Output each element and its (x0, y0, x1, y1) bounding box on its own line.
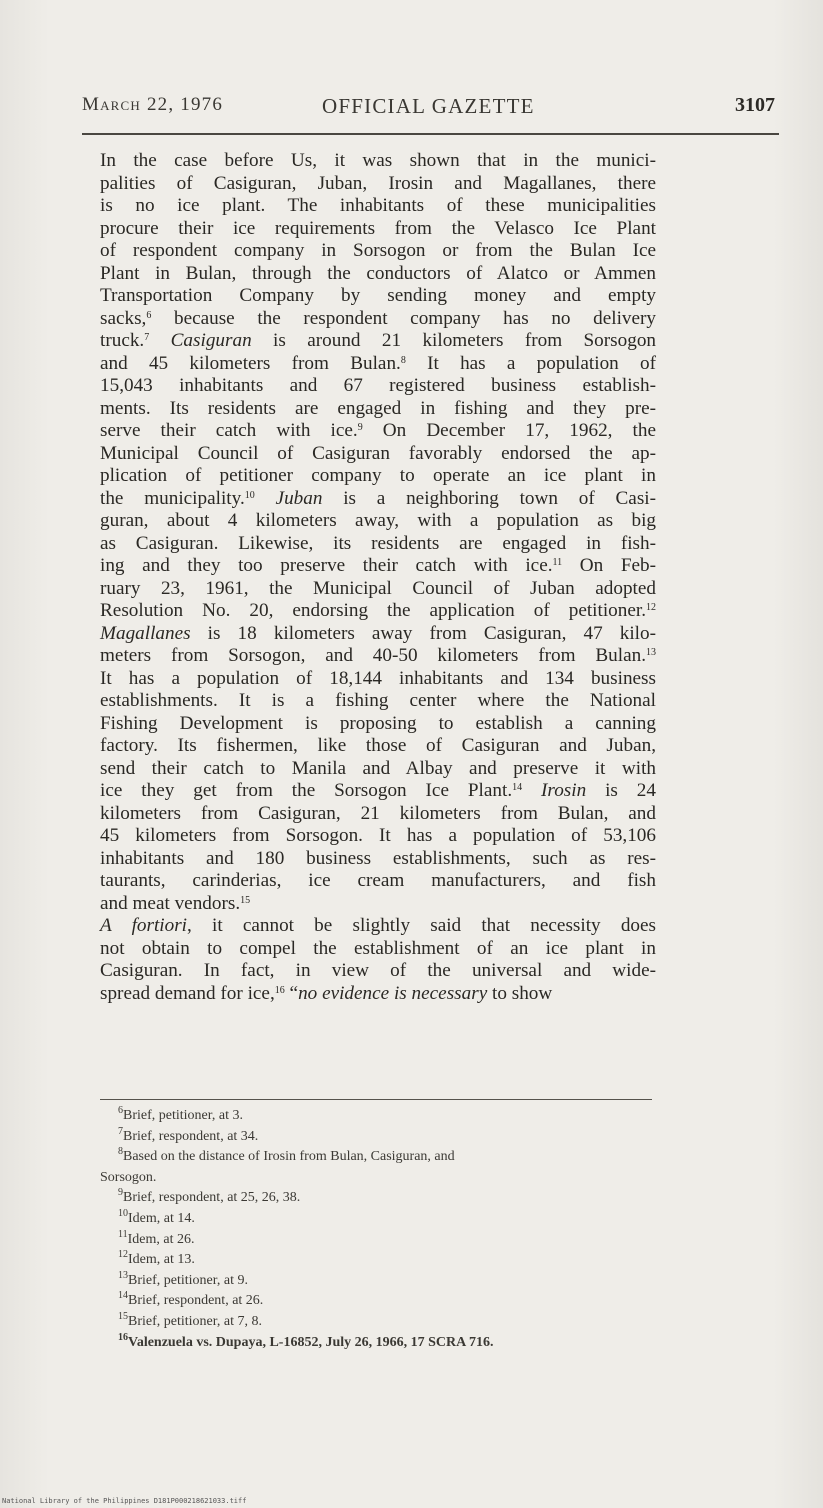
text-run: Fishing Development is proposing to establish a canning (100, 712, 656, 734)
footnote-ref: 13 (646, 647, 656, 658)
text-run: ments. Its residents are engaged in fishing and they pre- (100, 397, 656, 419)
footnote-number: 8 (118, 1146, 123, 1158)
footnote-item (100, 1168, 660, 1189)
text-line (100, 240, 656, 263)
footnote-item (100, 1188, 660, 1209)
text-line (100, 668, 656, 691)
footnote-item (100, 1250, 660, 1271)
footnote-ref: 7 (144, 332, 150, 343)
body-text (100, 150, 656, 1005)
text-run: “ (284, 982, 299, 1004)
text-run: truck. (100, 330, 145, 351)
text-run: kilometers from Casiguran, 21 kilometers from Bulan, and (100, 802, 656, 824)
text-line (100, 150, 656, 173)
footnote-ref: 8 (400, 354, 406, 366)
footnote-number: 10 (118, 1207, 128, 1219)
footnote-text: Idem, at 26. (127, 1231, 195, 1247)
text-line (100, 330, 656, 353)
footnote-number: 9 (118, 1187, 123, 1199)
footnote-text: Sorsogon. (100, 1169, 157, 1185)
text-line (100, 758, 656, 781)
italic-term: Casiguran (170, 330, 252, 351)
text-line (100, 353, 656, 376)
text-line (100, 983, 656, 1006)
text-line (100, 645, 656, 668)
text-run: Resolution No. 20, endorsing the application of petitioner. (100, 600, 646, 621)
text-line (100, 443, 656, 466)
text-line (100, 375, 656, 398)
text-run: is a neighboring town of Casi- (322, 487, 657, 509)
footnote-item (100, 1106, 660, 1127)
text-line (100, 893, 656, 916)
footnote-item (100, 1333, 660, 1354)
footnote-number: 11 (118, 1228, 128, 1240)
text-line (100, 780, 656, 803)
text-line (100, 510, 656, 533)
paragraph-1 (100, 150, 656, 915)
footnote-item (100, 1271, 660, 1292)
footnote-ref: 14 (512, 782, 523, 793)
text-line (100, 825, 656, 848)
text-line (100, 173, 656, 196)
text-line (100, 915, 656, 938)
text-line (100, 285, 656, 308)
footnote-rule (100, 1099, 652, 1100)
italic-term: Juban (275, 487, 323, 509)
text-run: , it cannot be slightly said that necessity does (187, 915, 656, 936)
text-run: It has a population of (405, 352, 656, 374)
text-run: On December 17, 1962, the (362, 420, 656, 441)
text-run: establishments. It is a fishing center where the National (100, 690, 656, 711)
text-run: Municipal Council of Casiguran favorably endorsed the ap- (100, 442, 656, 464)
footnote-number: 13 (118, 1269, 128, 1281)
text-run: 45 kilometers from Sorsogon. It has a population of 53,106 (100, 825, 656, 846)
footnote-number: 7 (118, 1125, 123, 1137)
text-run: not obtain to compel the establishment of an ice plant in (100, 937, 656, 959)
text-line (100, 195, 656, 218)
text-run: inhabitants and 180 business establishments, such as res- (100, 847, 656, 869)
footnote-item (100, 1147, 660, 1168)
text-line (100, 713, 656, 736)
text-run: is no ice plant. The inhabitants of these municipalities (100, 195, 656, 216)
text-run: 15,043 inhabitants and 67 registered business establish- (100, 375, 656, 396)
text-run: and 45 kilometers from Bulan. (100, 352, 401, 374)
footnote-ref: 10 (244, 489, 255, 501)
header-rule (82, 133, 779, 135)
text-line (100, 488, 656, 511)
footnote-number: 16 (118, 1331, 128, 1343)
text-run: because the respondent company has no delivery (151, 307, 656, 329)
text-run: as Casiguran. Likewise, its residents are engaged in fish- (100, 532, 656, 554)
scan-footer: National Library of the Philippines D181P000218621033.tiff (2, 1497, 247, 1505)
text-run: send their catch to Manila and Albay and preserve it with (100, 757, 656, 779)
text-run: the municipality. (100, 487, 245, 509)
footnote-ref: 15 (240, 894, 251, 906)
text-run: Plant in Bulan, through the conductors of Alatco or Ammen (100, 262, 656, 284)
text-line (100, 938, 656, 961)
text-run: is around 21 kilometers from Sorsogon (251, 330, 657, 351)
footnote-item (100, 1291, 660, 1312)
page-number: 3107 (735, 94, 775, 116)
text-run: In the case before Us, it was shown that in the munici- (100, 150, 656, 171)
text-line (100, 420, 656, 443)
text-run (255, 488, 276, 509)
footnote-text: Valenzuela vs. Dupaya, L-16852, July 26, 1966, 17 SCRA 716. (128, 1334, 494, 1350)
text-line (100, 308, 656, 331)
text-run: of respondent company in Sorsogon or from the Bulan Ice (100, 240, 656, 261)
text-line (100, 465, 656, 488)
text-run (149, 330, 170, 351)
footnote-text: Based on the distance of Irosin from Bulan, Casiguran, and (123, 1149, 455, 1165)
footnote-item (100, 1209, 660, 1230)
text-run: is 24 (586, 780, 656, 801)
text-line (100, 533, 656, 556)
text-line (100, 870, 656, 893)
footnote-ref: 12 (646, 602, 656, 613)
footnote-ref: 11 (552, 557, 563, 568)
footnote-item (100, 1230, 660, 1251)
footnote-number: 12 (118, 1249, 128, 1261)
footnote-number: 15 (118, 1310, 128, 1322)
text-line (100, 690, 656, 713)
publication-title: OFFICIAL GAZETTE (322, 94, 535, 118)
italic-term: A fortiori (100, 915, 188, 936)
issue-date: March 22, 1976 (82, 94, 224, 115)
footnote-ref: 16 (274, 984, 285, 996)
footnote-text: Idem, at 13. (128, 1252, 195, 1268)
text-line (100, 803, 656, 826)
text-line (100, 555, 656, 578)
footnote-text: Brief, respondent, at 34. (123, 1128, 259, 1144)
text-run: Transportation Company by sending money and empty (100, 285, 656, 306)
text-run: is 18 kilometers away from Casiguran, 47 kilo- (190, 622, 656, 644)
text-run: guran, about 4 kilometers away, with a population as big (100, 510, 656, 531)
footnote-item (100, 1127, 660, 1148)
paragraph-2 (100, 915, 656, 1005)
text-line (100, 263, 656, 286)
italic-term: Irosin (541, 780, 587, 801)
footnote-number: 6 (118, 1105, 123, 1116)
text-run: procure their ice requirements from the Velasco Ice Plant (100, 217, 656, 239)
footnote-text: Brief, petitioner, at 3. (123, 1108, 243, 1123)
text-run (522, 780, 541, 801)
text-run: spread demand for ice, (100, 982, 275, 1004)
text-run: palities of Casiguran, Juban, Irosin and Magallanes, there (100, 172, 656, 194)
text-run: ruary 23, 1961, the Municipal Council of Juban adopted (100, 577, 656, 599)
footnote-number: 14 (118, 1290, 128, 1302)
text-line (100, 600, 656, 623)
italic-term: no evidence is necessary (298, 982, 488, 1004)
text-run: ice they get from the Sorsogon Ice Plant. (100, 780, 513, 801)
text-line (100, 623, 656, 646)
footnote-text: Brief, petitioner, at 9. (128, 1272, 248, 1288)
text-line (100, 218, 656, 241)
footnote-ref: 9 (357, 422, 363, 433)
text-line (100, 960, 656, 983)
text-line (100, 578, 656, 601)
text-line (100, 398, 656, 421)
text-run: meters from Sorsogon, and 40-50 kilometers from Bulan. (100, 645, 646, 666)
text-run: It has a population of 18,144 inhabitants and 134 business (100, 667, 656, 689)
footnote-text: Brief, respondent, at 26. (128, 1293, 264, 1309)
text-run: serve their catch with ice. (100, 420, 358, 441)
footnote-ref: 6 (146, 309, 152, 321)
italic-term: Magallanes (100, 622, 191, 644)
text-run: plication of petitioner company to operate an ice plant in (100, 465, 656, 486)
text-line (100, 848, 656, 871)
text-run: sacks, (100, 307, 147, 329)
text-run: On Feb- (562, 555, 657, 576)
text-line (100, 735, 656, 758)
text-run: to show (487, 982, 553, 1004)
footnote-text: Idem, at 14. (128, 1210, 195, 1226)
text-run: factory. Its fishermen, like those of Casiguran and Juban, (100, 735, 656, 756)
footnote-text: Brief, respondent, at 25, 26, 38. (123, 1190, 301, 1206)
text-run: Casiguran. In fact, in view of the universal and wide- (100, 960, 656, 981)
footnotes (100, 1106, 660, 1353)
footnote-item (100, 1312, 660, 1333)
text-run: and meat vendors. (100, 892, 241, 914)
running-header (82, 94, 775, 126)
footnote-text: Brief, petitioner, at 7, 8. (128, 1313, 262, 1329)
text-run: taurants, carinderias, ice cream manufacturers, and fish (100, 870, 656, 891)
text-run: ing and they too preserve their catch with ice. (100, 555, 553, 576)
